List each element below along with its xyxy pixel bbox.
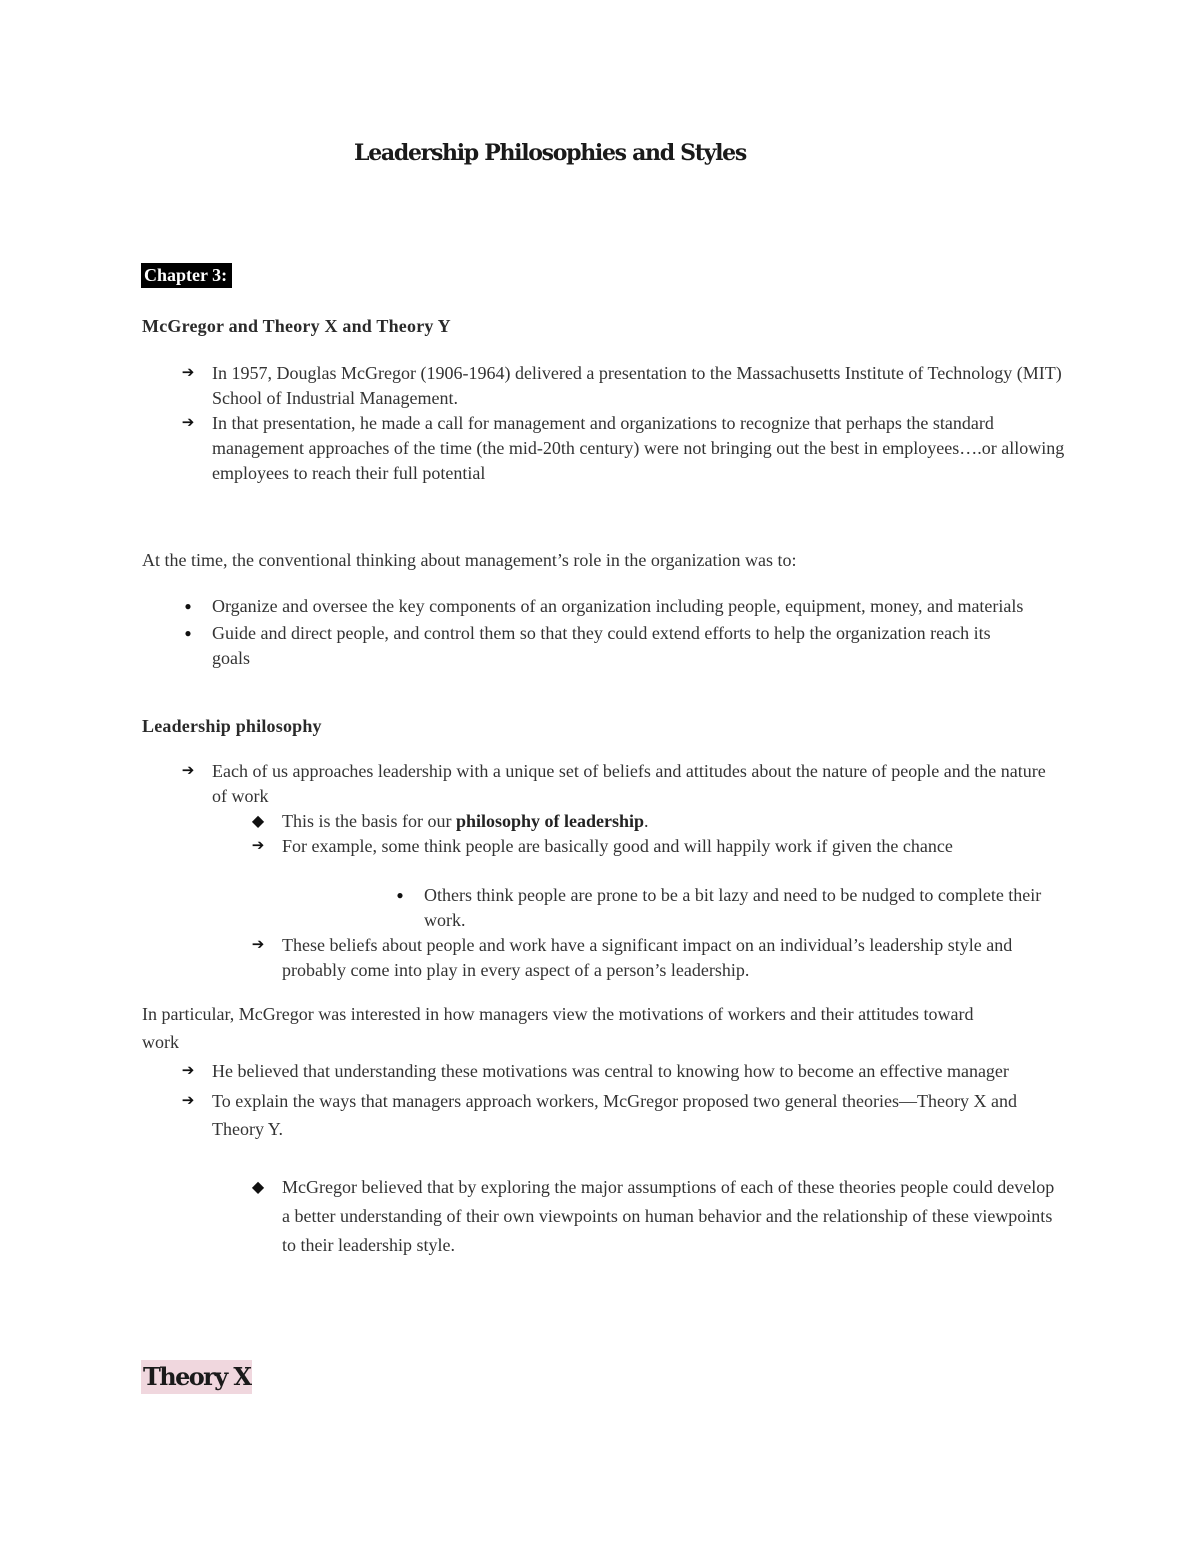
list-item-text: To explain the ways that managers approach workers, McGregor proposed two general theories—Theory X and Theory Y. [212, 1091, 1017, 1139]
mcgregor-interest-intro: In particular, McGregor was interested in how managers view the motivations of workers and their attitudes toward work [142, 1004, 974, 1052]
list-item [184, 621, 1032, 671]
mcgregor-bullet-list [181, 361, 1072, 486]
chapter-label: Chapter 3: [141, 263, 232, 288]
list-item [251, 933, 1062, 983]
list-item [251, 834, 1062, 859]
diamond-bullet-icon: ◆ [251, 813, 265, 830]
list-item-text-end: . [644, 811, 649, 831]
list-item-text: McGregor believed that by exploring the major assumptions of each of these theories people could develop a better understanding of their own viewpoints on human behavior and the relationship of these viewpoints to their leadership style. [282, 1177, 1055, 1255]
list-item [396, 883, 1064, 933]
section-heading-theory-x: Theory X [141, 1360, 252, 1394]
mcgregor-interest-list [181, 1057, 1072, 1143]
arrow-bullet-icon: ➔ [181, 415, 195, 431]
conventional-thinking-list [184, 594, 1032, 671]
leadership-philosophy-sublist-2 [251, 933, 1062, 983]
list-item [181, 1057, 1072, 1086]
section-heading-mcgregor: McGregor and Theory X and Theory Y [142, 316, 451, 336]
mcgregor-interest-sublist [251, 1173, 1062, 1260]
list-item-text: Each of us approaches leadership with a unique set of beliefs and attitudes about the nature of people and the nature of work [212, 761, 1046, 806]
list-item-text: Organize and oversee the key components of an organization including people, equipment, money, and materials [212, 596, 1024, 616]
circle-bullet-icon: ● [184, 626, 192, 640]
conventional-thinking-intro: At the time, the conventional thinking about management’s role in the organization was to: [142, 550, 797, 570]
arrow-bullet-icon: ➔ [251, 937, 265, 953]
circle-bullet-icon: ● [184, 599, 192, 613]
list-item [181, 411, 1072, 486]
arrow-bullet-icon: ➔ [251, 838, 265, 854]
list-item-text: This is the basis for our [282, 811, 456, 831]
arrow-bullet-icon: ➔ [181, 365, 195, 381]
document-title: Leadership Philosophies and Styles [354, 140, 746, 166]
diamond-bullet-icon: ◆ [251, 1179, 265, 1196]
list-item [251, 809, 1062, 834]
emphasis-philosophy-of-leadership: philosophy of leadership [455, 811, 645, 831]
arrow-bullet-icon: ➔ [181, 1063, 195, 1079]
list-item-text: In that presentation, he made a call for management and organizations to recognize that perhaps the standard management approaches of the time (the mid-20th century) were not bringing out the best in employees….or allowing employees to reach their full potential [212, 413, 1065, 483]
leadership-philosophy-subsublist [396, 883, 1064, 933]
circle-bullet-icon: ● [396, 888, 404, 902]
section-heading-leadership-philosophy: Leadership philosophy [142, 716, 322, 736]
list-item [181, 759, 1052, 809]
list-item-text: These beliefs about people and work have a significant impact on an individual’s leadership style and probably come into play in every aspect of a person’s leadership. [282, 935, 1013, 980]
list-item [251, 1173, 1062, 1260]
arrow-bullet-icon: ➔ [181, 763, 195, 779]
leadership-philosophy-sublist [251, 809, 1062, 859]
leadership-philosophy-list [181, 759, 1052, 809]
list-item-text: In 1957, Douglas McGregor (1906-1964) delivered a presentation to the Massachusetts Institute of Technology (MIT) School of Industrial Management. [212, 363, 1062, 408]
list-item [181, 1087, 1072, 1143]
list-item-text: For example, some think people are basically good and will happily work if given the chance [282, 836, 953, 856]
list-item-text: Guide and direct people, and control them so that they could extend efforts to help the organization reach its goals [212, 623, 991, 668]
list-item [181, 361, 1072, 411]
list-item-text: Others think people are prone to be a bit lazy and need to be nudged to complete their work. [424, 885, 1042, 930]
list-item [184, 594, 1032, 619]
arrow-bullet-icon: ➔ [181, 1093, 195, 1109]
list-item-text: He believed that understanding these motivations was central to knowing how to become an effective manager [212, 1061, 1009, 1081]
